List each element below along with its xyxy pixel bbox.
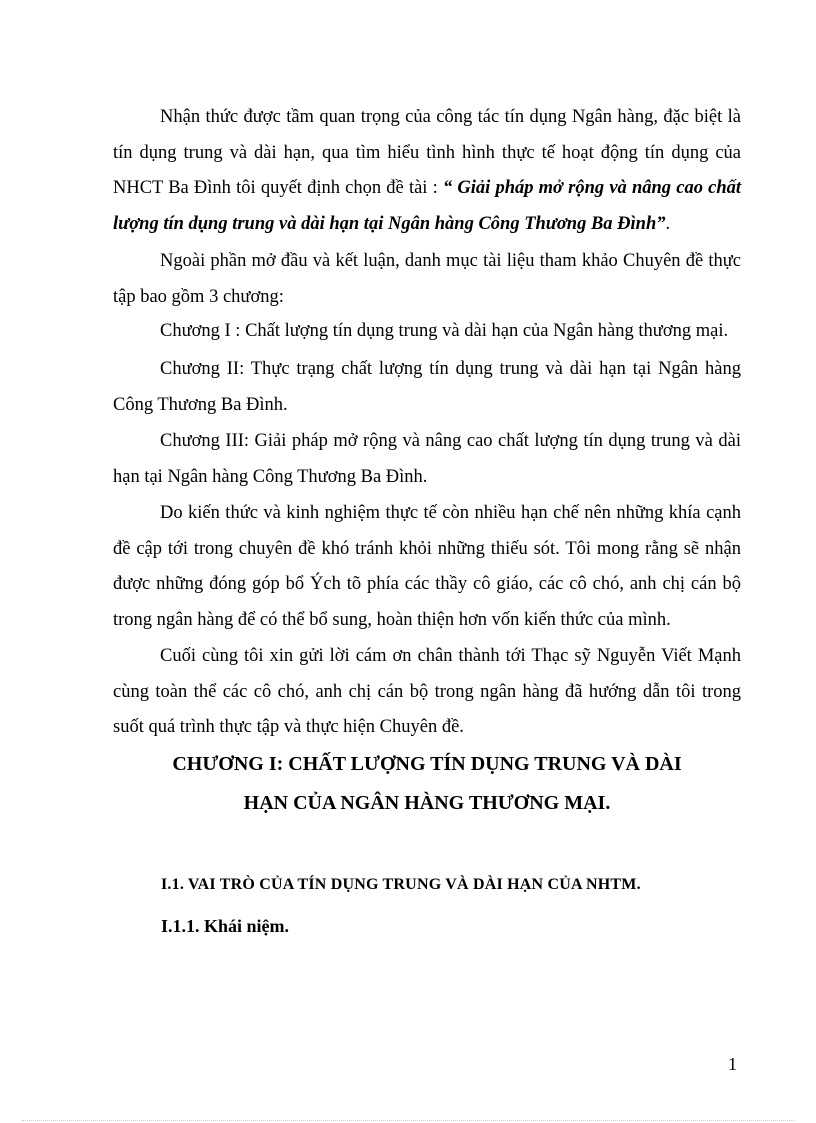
intro-text: Nhận thức được tầm quan trọng của công tác tín dụng Ngân hàng, đặc biệt là tín dụng trung và dài hạn, qua tìm hiểu tình hình thực tế hoạt động tín dụng của NHCT Ba Đình tôi quyết định chọn đề tài : <box>113 107 741 199</box>
chapter-title-line-1: CHƯƠNG I: CHẤT LƯỢNG TÍN DỤNG TRUNG VÀ DÀI <box>172 753 682 775</box>
chapter-2-summary: Chương II: Thực trạng chất lượng tín dụng trung và dài hạn tại Ngân hàng Công Thương Ba Đình. <box>113 359 741 415</box>
chapter-1-summary: Chương I : Chất lượng tín dụng trung và dài hạn của Ngân hàng thương mại. <box>160 321 729 341</box>
limitations-paragraph: Do kiến thức và kinh nghiệm thực tế còn nhiều hạn chế nên những khía cạnh đề cập tới trong chuyên đề khó tránh khỏi những thiếu sót. Tôi mong rằng sẽ nhận được những đóng góp bổ Ých tõ phía các thầy cô giáo, các cô chó, anh chị cán bộ trong ngân hàng để có thể bổ sung, hoàn thiện hơn vốn kiến thức của mình. <box>113 503 741 630</box>
acknowledgement-paragraph: Cuối cùng tôi xin gửi lời cám ơn chân thành tới Thạc sỹ Nguyễn Viết Mạnh cùng toàn thể các cô chó, anh chị cán bộ trong ngân hàng đã hướng dẫn tôi trong suốt quá trình thực tập và thực hiện Chuyên đề. <box>113 646 741 738</box>
page-number: 1 <box>728 1054 737 1074</box>
structure-paragraph: Ngoài phần mở đầu và kết luận, danh mục tài liệu tham khảo Chuyên đề thực tập bao gồm 3 chương: <box>113 251 741 307</box>
chapter-3-summary: Chương III: Giải pháp mở rộng và nâng cao chất lượng tín dụng trung và dài hạn tại Ngân hàng Công Thương Ba Đình. <box>113 431 741 487</box>
intro-paragraph <box>113 100 741 242</box>
intro-end-punct: . <box>665 213 671 234</box>
chapter-title-line-2: HẠN CỦA NGÂN HÀNG THƯƠNG MẠI. <box>243 792 611 814</box>
page-bottom-divider <box>22 1120 794 1121</box>
sub-heading: I.1.1. Khái niệm. <box>161 916 290 936</box>
section-heading: I.1. VAI TRÒ CỦA TÍN DỤNG TRUNG VÀ DÀI HẠN CỦA NHTM. <box>161 876 641 893</box>
thesis-topic-title: “ Giải pháp mở rộng và nâng cao chất lượng tín dụng trung và dài hạn tại Ngân hàng Công Thương Ba Đình” <box>113 178 742 234</box>
